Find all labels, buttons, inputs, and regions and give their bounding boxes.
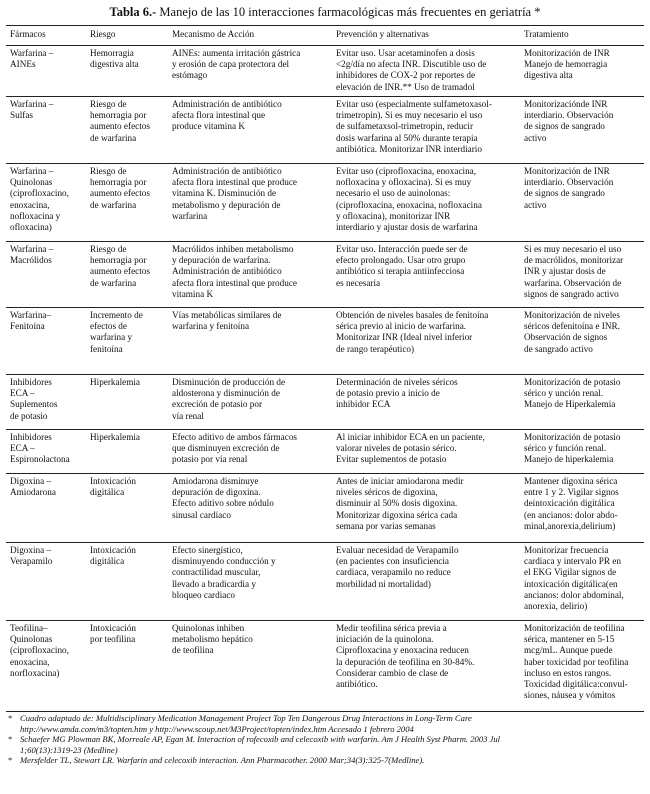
cell-line: mcg/mL. Aunque puede — [524, 645, 613, 656]
cell-line: Si es muy necesario el uso — [524, 244, 622, 254]
cell-line: minal,anorexia,delirium) — [524, 520, 616, 531]
cell-line: deintoxicación digitálica — [524, 498, 615, 509]
cell-line: Sulfas — [10, 110, 33, 121]
cell-line: aumento efectos — [90, 266, 150, 277]
cell-line: (ciprofloxacino, — [10, 188, 69, 199]
footnote-mark: * — [8, 755, 13, 765]
cell-tratamiento — [520, 164, 644, 242]
cell-tratamiento — [520, 308, 644, 375]
cell-line: de sulfametaxsol-trimetropin, reducir — [336, 121, 474, 132]
table-row — [6, 543, 644, 621]
cell-line: Evitar uso. Usar acetaminofen a dosis — [336, 48, 475, 58]
cell-farmacos — [6, 543, 86, 621]
cell-line: aumento efectos — [90, 121, 150, 132]
cell-line: Determinación de niveles séricos — [336, 377, 458, 387]
table-row — [6, 97, 644, 164]
footnote-line: Mersfelder TL, Stewart LR. Warfarin and celecoxib interaction. Ann Pharmacother. 2000 Mar;34(3):325-7(Medline). — [20, 755, 425, 765]
header-farmacos: Fármacos — [6, 26, 86, 46]
cell-prevencion — [332, 621, 520, 712]
cell-line: trimetropin). Si es muy necesario el uso — [336, 110, 483, 121]
cell-line: warfarina y fenitoína — [172, 321, 250, 332]
cell-line: haber toxicidad por teofilina — [524, 656, 629, 667]
cell-line: Efecto sinergístico, — [172, 545, 243, 555]
cell-mecanismo — [168, 242, 332, 308]
cell-prevencion — [332, 474, 520, 543]
cell-line: activo — [524, 132, 547, 143]
cell-farmacos — [6, 46, 86, 97]
cell-line: vitamina K — [172, 288, 214, 299]
cell-line: Administración de antibiótico — [172, 166, 282, 176]
cell-tratamiento — [520, 97, 644, 164]
cell-line: Monitorizaciónde INR — [524, 99, 608, 109]
header-prevencion: Prevención y alternativas — [332, 26, 520, 46]
cell-tratamiento — [520, 621, 644, 712]
cell-line: sinusal cardíaco — [172, 509, 231, 520]
cell-line: Warfarina – — [10, 48, 54, 58]
cell-line: Manejo de Hiperkalemia — [524, 399, 616, 410]
cell-line: norfloxacina) — [10, 667, 60, 678]
cell-line: de sangrado activo — [524, 343, 593, 354]
cell-line: Observación de signos — [524, 332, 608, 343]
cell-line: de warfarina — [90, 132, 137, 143]
cell-line: sérico y función renal. — [524, 443, 607, 454]
cell-line: fenitoína — [90, 343, 123, 354]
cell-line: el EKG Vigilar signos de — [524, 567, 617, 578]
cell-farmacos — [6, 242, 86, 308]
cell-riesgo — [86, 474, 168, 543]
cell-line: de signos de sangrado — [524, 188, 605, 199]
table-row — [6, 308, 644, 375]
cell-line: Monitorización de potasio — [524, 432, 621, 442]
cell-line: morbilidad ni mortalidad) — [336, 578, 431, 589]
cell-line: bloqueo cardiaco — [172, 589, 236, 600]
interactions-table — [6, 25, 644, 712]
cell-line: Evitar uso (especialmente sulfametoxasol- — [336, 99, 492, 109]
cell-line: cardiaca y intervalo PR en — [524, 556, 621, 567]
cell-line: de potasio previo a inicio de — [336, 388, 440, 399]
footnote — [8, 755, 644, 766]
cell-line: es necesaria — [336, 277, 381, 288]
cell-line: Manejo de hemorragia — [524, 59, 608, 70]
table-title — [0, 5, 650, 20]
cell-line: hemorragia por — [90, 255, 147, 266]
cell-line: que disminuyen excreción de — [172, 443, 280, 454]
cell-line: (ciprofloxacino, — [10, 645, 69, 656]
cell-line: Monitorización de potasio — [524, 377, 621, 387]
cell-mecanismo — [168, 46, 332, 97]
cell-line: Mantener digoxina sérica — [524, 476, 618, 486]
cell-line: cardiaca, verapamilo no reduce — [336, 567, 451, 578]
cell-line: Monitorización de teofilina — [524, 623, 625, 633]
cell-line: digestiva alta — [90, 59, 139, 70]
cell-line: interdiario y ajustar dosis de warfarina — [336, 222, 478, 233]
cell-line: Riesgo de — [90, 166, 127, 176]
cell-line: Amiodarona — [10, 487, 56, 498]
cell-line: activo — [524, 199, 547, 210]
cell-line: Verapamilo — [10, 556, 53, 567]
cell-line: Vías metabólicas similares de — [172, 310, 282, 320]
cell-line: AINEs: aumenta irritación gástrica — [172, 48, 301, 58]
cell-line: sérica previo al inicio de warfarina. — [336, 321, 467, 332]
cell-line: Macrólidos — [10, 255, 52, 266]
cell-mecanismo — [168, 375, 332, 430]
cell-line: Medir teofilina sérica previa a — [336, 623, 447, 633]
cell-line: enoxacina, — [10, 199, 50, 210]
cell-riesgo — [86, 375, 168, 430]
cell-line: Monitorización de INR — [524, 166, 610, 176]
cell-tratamiento — [520, 375, 644, 430]
cell-line: de teofilina — [172, 645, 214, 656]
cell-line: hemorragia por — [90, 177, 147, 188]
cell-line: aldosterona y disminución de — [172, 388, 280, 399]
cell-line: Monitorizar frecuencia — [524, 545, 609, 555]
cell-line: Efecto aditivo sobre nódulo — [172, 498, 274, 509]
cell-line: Efecto aditivo de ambos fármacos — [172, 432, 298, 442]
cell-tratamiento — [520, 46, 644, 97]
cell-line: y depuración de warfarina. — [172, 255, 271, 266]
cell-line: Teofilina– — [10, 623, 48, 633]
cell-line: semana por varias semanas — [336, 520, 436, 531]
cell-line: depuración de digoxina. — [172, 487, 261, 498]
cell-line: elevación de INR.** Uso de tramadol — [336, 81, 475, 92]
cell-line: Antes de iniciar amiodarona medir — [336, 476, 464, 486]
footnote — [8, 734, 644, 755]
cell-riesgo — [86, 543, 168, 621]
cell-line: inhibidores de COX-2 por reportes de — [336, 70, 476, 81]
cell-line: afecta flora intestinal que produce — [172, 277, 297, 288]
cell-line: Digoxina – — [10, 545, 52, 555]
cell-line: metabolismo y depuración de — [172, 199, 281, 210]
cell-line: afecta flora intestinal que — [172, 110, 266, 121]
cell-line: ECA – — [10, 443, 35, 454]
cell-farmacos — [6, 474, 86, 543]
cell-line: disminuir al 50% dosis digoxina. — [336, 498, 458, 509]
cell-farmacos — [6, 621, 86, 712]
cell-line: entre 1 y 2. Vigilar signos — [524, 487, 619, 498]
cell-mecanismo — [168, 474, 332, 543]
cell-line: inhibidor ECA — [336, 399, 391, 410]
footnote — [8, 713, 644, 734]
cell-mecanismo — [168, 430, 332, 474]
cell-line: sérica, mantener en 5-15 — [524, 634, 615, 645]
footnote-line: http://www.amda.com/m3/topten.htm y http://www.scoup.net/M3Project/topten/index.htm Accesado 1 febrero 2004 — [20, 723, 414, 734]
cell-tratamiento — [520, 242, 644, 308]
footnote-line: 1;60(13):1319-23 (Medline) — [20, 744, 118, 755]
cell-line: Intoxicación — [90, 545, 136, 555]
cell-farmacos — [6, 164, 86, 242]
cell-line: metabolismo hepático — [172, 634, 253, 645]
cell-line: warfarina — [172, 210, 208, 221]
cell-line: Intoxicación — [90, 623, 136, 633]
header-riesgo: Riesgo — [86, 26, 168, 46]
footnote-line: Cuadro adaptado de: Multidisciplinary Medication Management Project Top Ten Dangerous Drug Interactions in Long-Term Care — [20, 713, 472, 723]
header-row — [6, 26, 644, 46]
cell-line: Inhibidores — [10, 432, 52, 442]
footnotes — [8, 713, 644, 766]
table-title-text: Manejo de las 10 interacciones farmacológicas más frecuentes en geriatría * — [156, 5, 541, 19]
cell-line: Fenitoína — [10, 321, 45, 332]
cell-tratamiento — [520, 474, 644, 543]
cell-line: y ofloxacina), monitorizar INR — [336, 210, 451, 221]
cell-prevencion — [332, 97, 520, 164]
cell-line: Warfarina – — [10, 244, 54, 254]
cell-line: interdiario. Observación — [524, 177, 614, 188]
table-row — [6, 46, 644, 97]
cell-line: Warfarina– — [10, 310, 52, 320]
cell-line: Riesgo de — [90, 99, 127, 109]
cell-line: warfarina. Observación de — [524, 277, 622, 288]
footnote-mark: * — [8, 734, 13, 744]
cell-line: de macrólidos, monitorizar — [524, 255, 624, 266]
cell-riesgo — [86, 46, 168, 97]
table-row — [6, 474, 644, 543]
cell-prevencion — [332, 46, 520, 97]
cell-line: de warfarina — [90, 199, 137, 210]
cell-line: disminuyendo conducción y — [172, 556, 276, 567]
cell-line: anorexia, delirio) — [524, 601, 588, 612]
cell-line: la depuración de teofilina en 30-84%. — [336, 656, 475, 667]
cell-tratamiento — [520, 430, 644, 474]
cell-line: Quinolonas inhiben — [172, 623, 245, 633]
cell-line: Monitorización de INR — [524, 48, 610, 58]
cell-line: llevado a bradicardia y — [172, 578, 256, 589]
cell-line: dosis warfarina al 50% durante terapia — [336, 132, 478, 143]
cell-line: Administración de antibiótico — [172, 99, 282, 109]
cell-line: enoxacina, — [10, 656, 50, 667]
table-row — [6, 430, 644, 474]
cell-line: ancianos: dolor abdominal, — [524, 589, 624, 600]
cell-farmacos — [6, 375, 86, 430]
cell-mecanismo — [168, 164, 332, 242]
cell-riesgo — [86, 308, 168, 375]
cell-line: Monitorizar digoxina sérica cada — [336, 509, 458, 520]
cell-line: digitálica — [90, 556, 125, 567]
cell-line: y erosión de capa protectora del — [172, 59, 290, 70]
cell-prevencion — [332, 164, 520, 242]
cell-line: Evaluar necesidad de Verapamilo — [336, 545, 459, 555]
table-row — [6, 242, 644, 308]
cell-prevencion — [332, 375, 520, 430]
cell-line: contractilidad muscular, — [172, 567, 261, 578]
cell-riesgo — [86, 164, 168, 242]
cell-line: ofloxacina) — [10, 222, 52, 233]
cell-line: séricos defenitoína e INR. — [524, 321, 620, 332]
cell-line: de rango terapéutico) — [336, 343, 415, 354]
cell-farmacos — [6, 97, 86, 164]
cell-line: vía renal — [172, 410, 204, 421]
cell-line: antibiótico si terapia antiinfecciosa — [336, 266, 465, 277]
cell-line: Warfarina – — [10, 99, 54, 109]
table-row — [6, 164, 644, 242]
cell-line: iniciación de la quinolona. — [336, 634, 434, 645]
cell-line: Amiodarona disminuye — [172, 476, 259, 486]
footnote-line: Schaefer MG Plowman BK, Morreale AP, Egan M. Interaction of rofecoxib and celecoxib with warfarin. Am J Health Syst Pharm. 2003 Jul — [20, 734, 501, 744]
cell-line: Digoxina – — [10, 476, 52, 486]
cell-line: Suplementos — [10, 399, 58, 410]
cell-line: Intoxicación — [90, 476, 136, 486]
cell-line: Disminución de producción de — [172, 377, 286, 387]
header-mecanismo: Mecanismo de Acción — [168, 26, 332, 46]
cell-line: Riesgo de — [90, 244, 127, 254]
cell-line: niveles séricos de digoxina, — [336, 487, 438, 498]
cell-line: valorar niveles de potasio sérico. — [336, 443, 457, 454]
cell-line: Hemorragia — [90, 48, 134, 58]
cell-line: vitamina K. Disminución de — [172, 188, 277, 199]
cell-prevencion — [332, 308, 520, 375]
cell-prevencion — [332, 543, 520, 621]
cell-line: ECA – — [10, 388, 35, 399]
cell-line: AINEs — [10, 59, 36, 70]
cell-line: Incremento de — [90, 310, 143, 320]
cell-line: Obtención de niveles basales de fenitoína — [336, 310, 489, 320]
cell-riesgo — [86, 97, 168, 164]
cell-line: (en ancianos: dolor abdo- — [524, 509, 618, 520]
cell-line: Evitar uso. Interacción puede ser de — [336, 244, 468, 254]
cell-line: INR y ajustar dosis de — [524, 266, 606, 277]
cell-line: digitálica — [90, 487, 125, 498]
cell-line: digestiva alta — [524, 70, 573, 81]
cell-mecanismo — [168, 621, 332, 712]
cell-line: Ciprofloxacina y enoxacina reducen — [336, 645, 469, 656]
cell-prevencion — [332, 242, 520, 308]
cell-line: Inhibidores — [10, 377, 52, 387]
cell-line: efecto prolongado. Usar otro grupo — [336, 255, 466, 266]
cell-line: Macrólidos inhiben metabolismo — [172, 244, 294, 254]
cell-line: afecta flora intestinal que produce — [172, 177, 297, 188]
cell-line: (ciprofloxacina, enoxacina, nofloxacina — [336, 199, 482, 210]
cell-line: Administración de antibiótico — [172, 266, 282, 277]
cell-line: necesario el uso de auinolonas: — [336, 188, 451, 199]
cell-line: hemorragia por — [90, 110, 147, 121]
cell-line: incluso en estos rangos. — [524, 667, 612, 678]
cell-line: de potasio — [10, 410, 48, 421]
cell-line: interdiario. Observación — [524, 110, 614, 121]
cell-line: Espironolactona — [10, 454, 70, 465]
cell-mecanismo — [168, 543, 332, 621]
cell-line: Manejo de hiperkalemia — [524, 454, 614, 465]
table-title-number: Tabla 6.- — [109, 5, 157, 19]
cell-line: sérico y unción renal. — [524, 388, 604, 399]
cell-line: aumento efectos — [90, 188, 150, 199]
cell-mecanismo — [168, 308, 332, 375]
cell-line: Quinolonas — [10, 177, 53, 188]
cell-line: Evitar suplementos de potasio — [336, 454, 447, 465]
cell-line: <2g/día no afecta INR. Discutible uso de — [336, 59, 487, 70]
cell-tratamiento — [520, 543, 644, 621]
cell-line: de warfarina — [90, 277, 137, 288]
cell-line: produce vitamina K — [172, 121, 245, 132]
cell-line: intoxicación digitálica(en — [524, 578, 618, 589]
table-row — [6, 621, 644, 712]
cell-line: Evitar uso (ciprofloxacina, enoxacina, — [336, 166, 477, 176]
cell-line: estómago — [172, 70, 208, 81]
cell-line: Hiperkalemia — [90, 432, 140, 442]
cell-line: Monitorizar INR (Ideal nivel inferior — [336, 332, 473, 343]
cell-line: Al iniciar inhibidor ECA en un paciente, — [336, 432, 485, 442]
cell-farmacos — [6, 308, 86, 375]
header-tratamiento: Tratamiento — [520, 26, 644, 46]
cell-line: de signos de sangrado — [524, 121, 605, 132]
cell-mecanismo — [168, 97, 332, 164]
cell-farmacos — [6, 430, 86, 474]
cell-riesgo — [86, 242, 168, 308]
cell-line: Toxicidad digitálica:convul- — [524, 679, 628, 690]
cell-line: Warfarina – — [10, 166, 54, 176]
cell-line: siones, náusea y vómitos — [524, 690, 616, 701]
cell-line: potasio por vía renal — [172, 454, 248, 465]
cell-line: antibiótica. Monitorizar INR interdiario — [336, 143, 482, 154]
cell-line: warfarina y — [90, 332, 133, 343]
cell-line: nofloxacina y ofloxacina). Si es muy — [336, 177, 472, 188]
cell-line: Monitorización de niveles — [524, 310, 620, 320]
cell-line: Hiperkalemia — [90, 377, 140, 387]
cell-line: Quinolonas — [10, 634, 53, 645]
cell-line: (en pacientes con insuficiencia — [336, 556, 450, 567]
cell-line: Considerar cambio de clase de — [336, 667, 449, 678]
table-row — [6, 375, 644, 430]
cell-line: signos de sangrado activo — [524, 288, 619, 299]
cell-line: efectos de — [90, 321, 127, 332]
footnote-mark: * — [8, 713, 13, 723]
cell-line: por teofilina — [90, 634, 136, 645]
cell-line: nofloxacina y — [10, 210, 61, 221]
cell-line: antibiótico. — [336, 679, 378, 690]
cell-riesgo — [86, 621, 168, 712]
cell-line: excreción de potasio por — [172, 399, 263, 410]
cell-prevencion — [332, 430, 520, 474]
cell-riesgo — [86, 430, 168, 474]
